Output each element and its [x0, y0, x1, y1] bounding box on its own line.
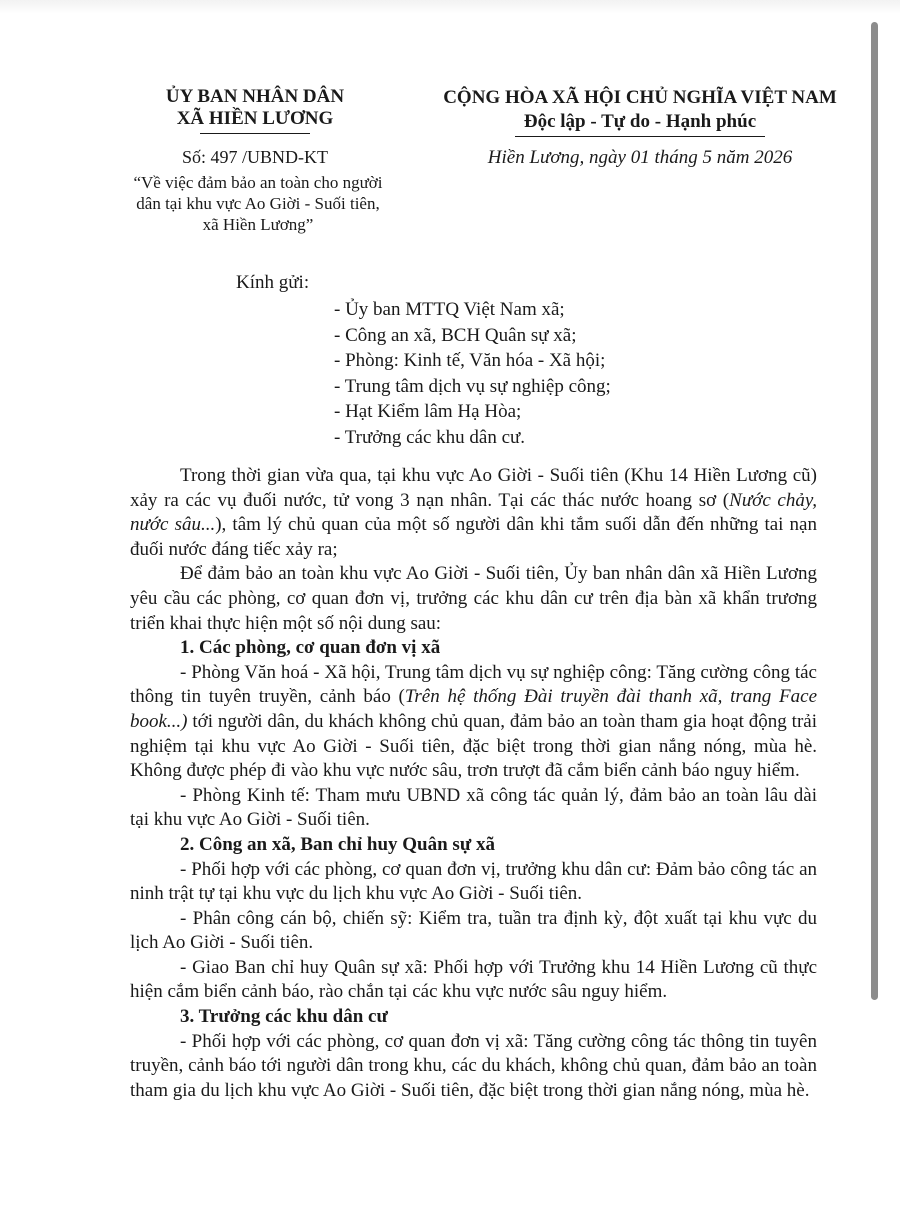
recipients-label: Kính gửi:: [236, 272, 310, 293]
recipient-list: [334, 297, 611, 450]
org-name-line2: XÃ HIỀN LƯƠNG: [176, 108, 334, 129]
paragraph-text: Trong thời gian vừa qua, tại khu vực Ao Giời - Suối tiên (Khu 14 Hiền Lương cũ) xảy ra các vụ đuối nước, tử vong 3 nạn nhân. Tại các thác nước hoang sơ (: [130, 465, 817, 511]
section-heading: 1. Các phòng, cơ quan đơn vị xã: [180, 637, 441, 659]
paragraph-text: - Phòng Văn hoá - Xã hội, Trung tâm dịch vụ sự nghiệp công: Tăng cường công tác thông tin tuyên truyền, cảnh báo (: [130, 661, 817, 708]
document-subject: “Về việc đảm bảo an toàn cho người dân tại khu vực Ao Giời - Suối tiên, xã Hiền Lương”: [133, 173, 383, 234]
document-number: Số: 497 /UBND-KT: [181, 147, 328, 167]
recipient-item: - Công an xã, BCH Quân sự xã;: [334, 324, 577, 346]
national-motto: Độc lập - Tự do - Hạnh phúc: [523, 111, 757, 132]
recipient-item: - Trưởng các khu dân cư.: [334, 426, 526, 448]
body-paragraph: - Phòng Kinh tế: Tham mưu UBND xã công tác quản lý, đảm bảo an toàn lâu dài tại khu vực Ao Giời - Suối tiên.: [130, 784, 817, 831]
recipient-item: - Ủy ban MTTQ Việt Nam xã;: [334, 299, 565, 320]
recipient-item: - Trung tâm dịch vụ sự nghiệp công;: [334, 375, 611, 397]
org-underline: [200, 133, 310, 134]
body-paragraph: [130, 661, 817, 784]
recipient-item: - Hạt Kiểm lâm Hạ Hòa;: [334, 401, 522, 422]
recipient-item: - Phòng: Kinh tế, Văn hóa - Xã hội;: [334, 350, 606, 371]
body-paragraph: [130, 464, 817, 562]
issuing-authority: [120, 86, 390, 134]
body-paragraph: - Phân công cán bộ, chiến sỹ: Kiểm tra, tuần tra định kỳ, đột xuất tại khu vực du lịch Ao Giời - Suối tiên.: [130, 907, 817, 954]
paragraph-text: ), tâm lý chủ quan của một số người dân khi tắm suối dẫn đến những tai nạn đuối nước đáng tiếc xảy ra;: [130, 514, 817, 560]
date-line: Hiền Lương, ngày 01 tháng 5 năm 2026: [487, 147, 793, 168]
paragraph-text: tới người dân, du khách không chủ quan, đảm bảo an toàn tham gia hoạt động trải nghiệm tại khu vực Ao Giời - Suối tiên, đặc biệt trong thời gian nắng nóng, mùa hè. Không được phép đi vào khu vực nước sâu, trơn trượt đã cắm biển cảnh báo nguy hiểm.: [130, 710, 817, 782]
body-paragraph: - Giao Ban chỉ huy Quân sự xã: Phối hợp với Trưởng khu 14 Hiền Lương cũ thực hiện cắm biển cảnh báo, rào chắn tại các khu vực nước sâu nguy hiểm.: [130, 956, 817, 1003]
body-paragraph: Để đảm bảo an toàn khu vực Ao Giời - Suối tiên, Ủy ban nhân dân xã Hiền Lương yêu cầu các phòng, cơ quan đơn vị, trưởng các khu dân cư trên địa bàn xã khẩn trương triển khai thực hiện một số nội dung sau:: [130, 563, 817, 634]
paragraph-italic-text: Trên hệ thống Đài truyền đài thanh xã, trang Face book...): [130, 686, 818, 732]
nation-name: CỘNG HÒA XÃ HỘI CHỦ NGHĨA VIỆT NAM: [443, 87, 837, 108]
national-header: [395, 86, 885, 137]
section-heading: 2. Công an xã, Ban chỉ huy Quân sự xã: [180, 833, 495, 855]
page-top-edge: [0, 0, 900, 14]
document-body: [130, 464, 817, 1103]
org-name-line1: ỦY BAN NHÂN DÂN: [165, 86, 345, 107]
body-paragraph: - Phối hợp với các phòng, cơ quan đơn vị xã: Tăng cường công tác thông tin tuyên truyền, cảnh báo tới người dân trong khu, các du khách, không chủ quan, đảm bảo an toàn tham gia du lịch khu vực Ao Giời - Suối tiên, đặc biệt trong thời gian nắng nóng, mùa hè.: [130, 1030, 817, 1101]
paragraph-italic-text: Nước chảy, nước sâu...: [130, 489, 817, 536]
section-heading: 3. Trưởng các khu dân cư: [180, 1006, 388, 1028]
motto-underline: [515, 136, 765, 137]
body-paragraph: - Phối hợp với các phòng, cơ quan đơn vị, trưởng khu dân cư: Đảm bảo công tác an ninh trật tự tại khu vực du lịch khu vực Ao Giời - Suối tiên.: [130, 858, 817, 905]
